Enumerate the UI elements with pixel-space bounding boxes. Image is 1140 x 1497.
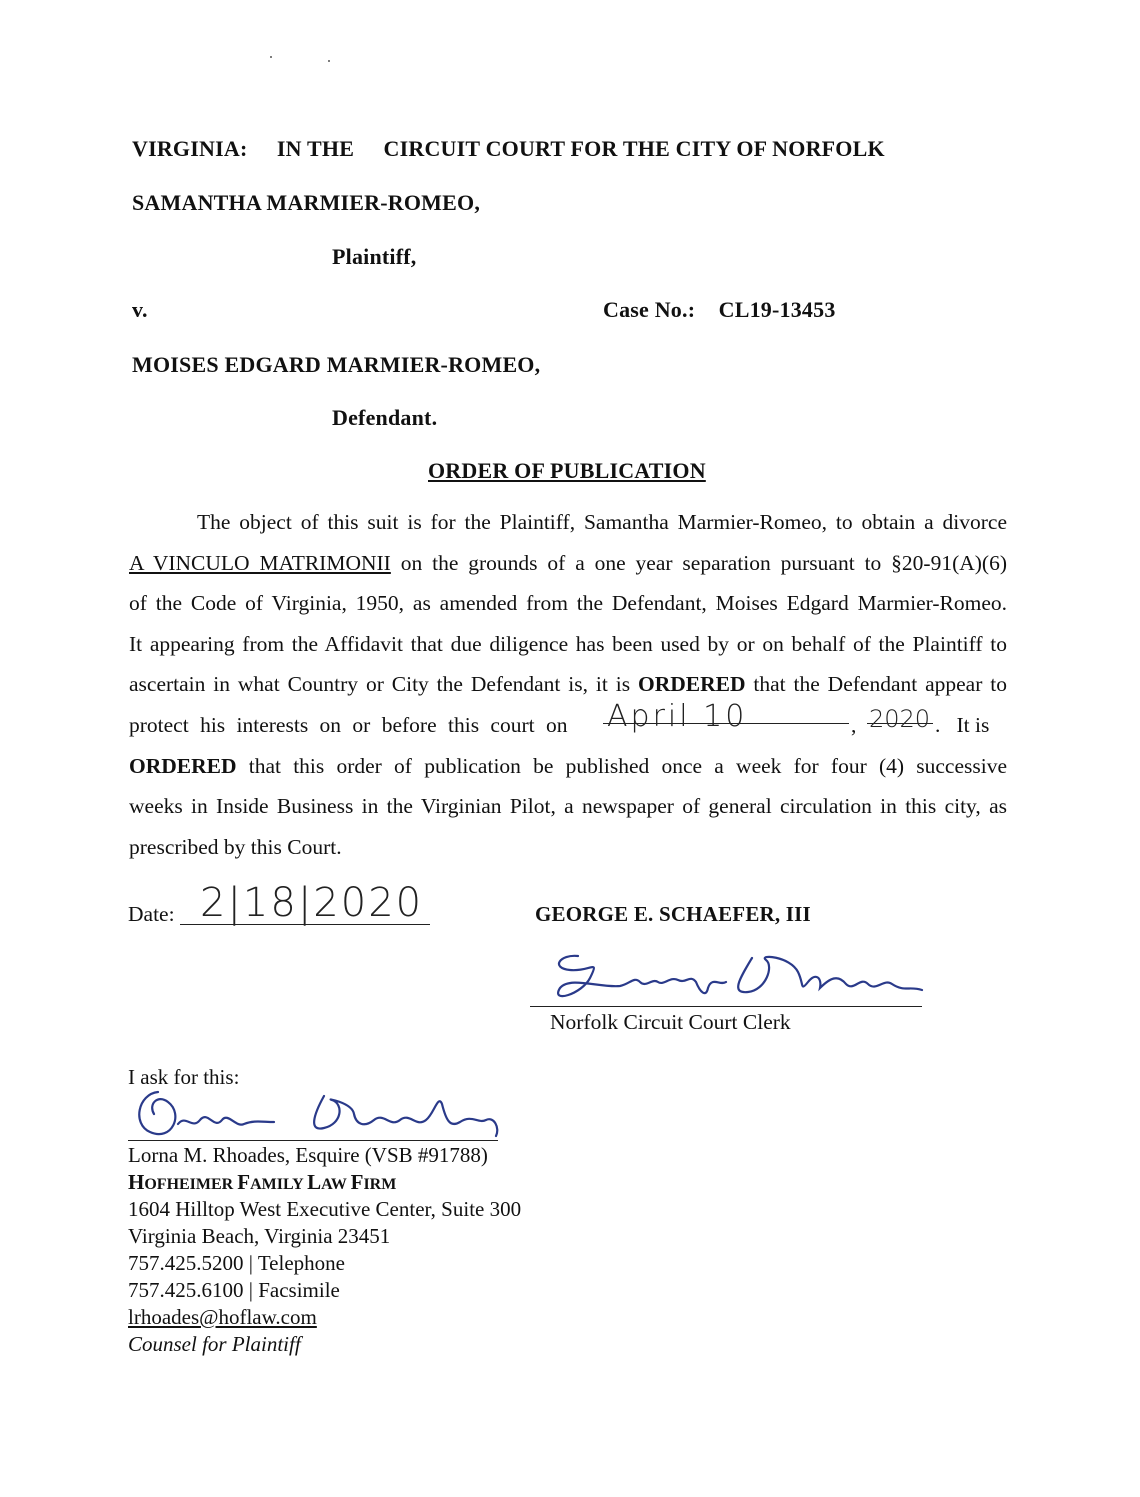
firm-name [128,1169,396,1198]
order-line-4-text: It appearing from the Affidavit that due diligence has been used by or on behalf of the Plaintiff to [129,631,1007,656]
order-line-5-text-c: that the Defendant appear to [745,672,1008,697]
ordered-emphasis: ORDERED [637,672,746,697]
phone: 757.425.5200 | Telephone [128,1251,345,1275]
versus: v. [132,297,148,322]
firm-name-part: L [307,1170,322,1194]
order-line-9-text: prescribed by this Court. [129,834,342,859]
firm-name-part: IRM [363,1176,397,1193]
ask-for-this: I ask for this: [128,1065,240,1089]
attorney-signature-line [128,1140,498,1141]
case-number-label: Case No.: [603,297,696,322]
order-line-3-text: of the Code of Virginia, 1950, as amended from the Defendant, Moises Edgard Marmier-Romeo. [129,591,1007,616]
address-line-2: Virginia Beach, Virginia 23451 [128,1224,391,1248]
court-heading-court: CIRCUIT COURT FOR THE CITY OF NORFOLK [383,136,885,161]
order-line-3 [129,583,1007,624]
appear-date-handwritten: April 10 [607,698,748,734]
plaintiff-role: Plaintiff, [332,244,417,269]
order-body [129,502,1007,867]
date-label: Date: [128,902,175,926]
appear-date-comma: , [851,712,857,737]
case-number-block [603,297,836,323]
ordered-emphasis-2: ORDERED [129,753,237,778]
order-line-1-text: The object of this suit is for the Plaintiff, Samantha Marmier-Romeo, to obtain a divorce [197,510,1007,534]
order-line-6-end: . It is [935,712,990,737]
clerk-name: GEORGE E. SCHAEFER, III [535,902,811,926]
firm-name-part: OFHEIMER [144,1176,238,1193]
clerk-title: Norfolk Circuit Court Clerk [550,1010,791,1034]
scan-speck [270,56,272,58]
firm-name-part: F [350,1170,364,1194]
date-handwritten: 2|18|2020 [200,880,424,926]
email-link[interactable]: lrhoades@hoflaw.com [128,1305,317,1329]
firm-name-part: AW [321,1176,351,1193]
court-heading-in-the: IN THE [276,136,355,161]
fax: 757.425.6100 | Facsimile [128,1278,340,1302]
case-number: CL19-13453 [718,297,836,322]
appear-year-handwritten: 2020 [869,704,931,733]
firm-name-part: AMILY [250,1176,308,1193]
address-line-1: 1604 Hilltop West Executive Center, Suite 300 [128,1197,522,1221]
order-line-6-text: protect his interests on or before this court on [129,712,568,737]
attorney-signature [128,1084,508,1144]
order-line-2 [129,543,1007,584]
scan-speck [328,60,330,62]
order-line-8-text: weeks in Inside Business in the Virginian Pilot, a newspaper of general circulation in this city, as [129,794,1007,819]
vinculo-matrimonii: A VINCULO MATRIMONII [129,550,391,575]
defendant-name: MOISES EDGARD MARMIER-ROMEO, [132,352,541,377]
order-line-8 [129,786,1007,827]
order-line-7 [129,746,1007,787]
firm-name-part: H [128,1170,145,1194]
order-line-6 [129,698,1007,746]
defendant-role: Defendant. [332,405,438,430]
court-heading-state: VIRGINIA: [132,136,248,161]
plaintiff-name: SAMANTHA MARMIER-ROMEO, [132,190,481,215]
counsel-role: Counsel for Plaintiff [128,1332,301,1356]
attorney-name: Lorna M. Rhoades, Esquire (VSB #91788) [128,1143,488,1167]
firm-name-part: F [237,1170,251,1194]
court-heading [132,136,885,162]
order-line-2-text: on the grounds of a one year separation pursuant to §20-91(A)(6) [390,550,1007,575]
order-line-7-text: that this order of publication be published once a week for four (4) successive [236,753,1007,778]
order-title: ORDER OF PUBLICATION [428,458,706,483]
clerk-signature-line [530,1006,922,1007]
order-line-5-text-a: ascertain in what Country or City the Defendant is, it is [129,672,638,697]
order-line-4 [129,624,1007,665]
clerk-signature [530,948,950,1012]
order-line-1 [129,502,1007,543]
order-line-9 [129,827,1007,868]
